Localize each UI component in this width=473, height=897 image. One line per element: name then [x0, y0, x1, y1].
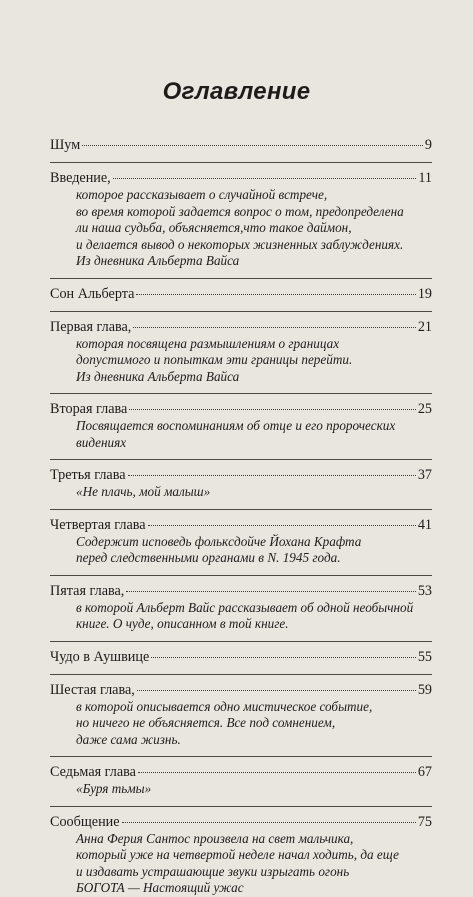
toc-entry: [50, 459, 432, 501]
toc-entry: [50, 641, 432, 666]
toc-entry: [50, 311, 432, 386]
entry-divider: [50, 641, 432, 642]
toc-page-number: 21: [417, 318, 432, 335]
toc-page-number: 75: [417, 813, 432, 830]
toc-entry-row: [50, 169, 432, 187]
toc-entry-row: [50, 400, 432, 418]
toc-entry: [50, 509, 432, 567]
toc-entry-title: Четвертая глава: [50, 516, 146, 533]
toc-entry-description-line: которое рассказывает о случайной встрече,: [76, 187, 328, 202]
toc-entry: [50, 674, 432, 749]
toc-entry-title: Введение,: [50, 170, 111, 186]
toc-entry-description-line: книге. О чуде, описанном в той книге.: [76, 616, 289, 631]
toc-entry-description-line: во время которой задается вопрос о том, предопределена: [76, 203, 404, 219]
toc-entry-title: Сообщение: [50, 813, 120, 830]
toc-entry: [50, 756, 432, 798]
dot-leader: [128, 475, 416, 476]
toc-entry-description-line: Содержит исповедь фолькcдойче Йохана Крафта: [76, 533, 362, 549]
dot-leader: [126, 591, 415, 592]
toc-entry-title: Первая глава,: [50, 318, 132, 335]
dot-leader: [129, 409, 415, 410]
toc-page-number: 9: [424, 137, 432, 153]
toc-entry-description-line: даже сама жизнь.: [76, 731, 181, 747]
entry-divider: [50, 162, 432, 163]
toc-page-number: 55: [417, 648, 432, 665]
dot-leader: [151, 657, 416, 658]
toc-page-number: 59: [417, 681, 432, 698]
toc-entry-description-line: в которой описывается одно мистическое событие,: [76, 698, 373, 714]
toc-entry-description-line: «Буря тьмы»: [76, 781, 152, 796]
entry-divider: [50, 278, 432, 279]
toc-entry: [50, 278, 432, 303]
toc-page-number: 37: [417, 467, 432, 483]
toc-entry-title: Седьмая глава: [50, 764, 136, 780]
toc-entry-row: [50, 285, 432, 303]
toc-entry-description-line: видениях: [76, 434, 127, 450]
toc-entry-description-line: Из дневника Альберта Вайса: [76, 368, 240, 384]
toc-entry-title: Чудо в Аушвице: [50, 648, 150, 665]
entry-divider: [50, 756, 432, 757]
toc-entry-title: Шестая глава,: [50, 681, 135, 698]
toc-entry-description-line: БОГОТА — Настоящий ужас: [76, 880, 244, 895]
dot-leader: [133, 327, 415, 328]
toc-entry-row: [50, 648, 432, 666]
toc-entry-description-line: Из дневника Альберта Вайса: [76, 253, 240, 268]
entry-divider: [50, 575, 432, 576]
toc-page-number: 67: [417, 764, 432, 780]
toc-entry-row: [50, 763, 432, 781]
toc-entry: [50, 575, 432, 633]
toc-entry-description-line: который уже на четвертой неделе начал ходить, да еще: [76, 847, 399, 862]
toc-entry-title: Пятая глава,: [50, 582, 125, 599]
toc-entry-description-line: перед следственными органами в N. 1945 года.: [76, 550, 341, 565]
toc-entry-row: [50, 466, 432, 484]
toc-entry-row: [50, 813, 432, 831]
toc-entry-description-line: и делается вывод о некоторых жизненных заблуждениях.: [76, 236, 404, 252]
toc-entry-description-line: но ничего не объясняется. Все под сомнением,: [76, 715, 336, 730]
toc-entry: [50, 128, 432, 154]
toc-entry-row: [50, 681, 432, 699]
dot-leader: [82, 145, 423, 146]
dot-leader: [138, 772, 416, 773]
toc-entry: [50, 806, 432, 897]
dot-leader: [136, 294, 415, 295]
entry-divider: [50, 509, 432, 510]
dot-leader: [113, 178, 417, 179]
page-title: Оглавление: [162, 78, 311, 105]
entry-divider: [50, 674, 432, 675]
table-of-contents: [50, 128, 432, 897]
toc-page-number: 25: [417, 401, 432, 417]
toc-entry-description-line: «Не плачь, мой малыш»: [76, 484, 211, 499]
entry-divider: [50, 806, 432, 807]
toc-entry: [50, 393, 432, 451]
toc-entry-row: [50, 136, 432, 154]
toc-page-number: 11: [418, 170, 432, 186]
toc-entry-row: [50, 582, 432, 600]
toc-entry-description-line: и издавать устрашающие звуки изрыгать огонь: [76, 863, 350, 879]
toc-entry-description-line: Анна Ферия Сантос произвела на свет мальчика,: [76, 830, 354, 846]
toc-entry-title: Сон Альберта: [50, 285, 135, 302]
toc-entry-title: Третья глава: [50, 467, 126, 483]
toc-entry-description-line: Посвящается воспоминаниям об отце и его пророческих: [76, 418, 396, 433]
toc-entry-description-line: которая посвящена размышлениям о границах: [76, 335, 340, 351]
dot-leader: [137, 690, 416, 691]
dot-leader: [148, 525, 416, 526]
toc-entry-description-line: в которой Альберт Вайс рассказывает об одной необычной: [76, 599, 414, 615]
entry-divider: [50, 393, 432, 394]
toc-entry-row: [50, 318, 432, 336]
entry-divider: [50, 459, 432, 460]
toc-entry-description-line: ли наша судьба, объясняется,что такое даймон,: [76, 220, 352, 235]
toc-page-number: 19: [417, 285, 432, 302]
entry-divider: [50, 311, 432, 312]
toc-entry: [50, 162, 432, 270]
toc-entry-description-line: допустимого и попыткам эти границы перейти.: [76, 352, 353, 367]
toc-entry-row: [50, 516, 432, 534]
toc-entry-title: Шум: [50, 137, 81, 153]
toc-entry-title: Вторая глава: [50, 401, 128, 417]
toc-page-number: 41: [417, 516, 432, 533]
dot-leader: [122, 822, 416, 823]
toc-page-number: 53: [417, 582, 432, 599]
